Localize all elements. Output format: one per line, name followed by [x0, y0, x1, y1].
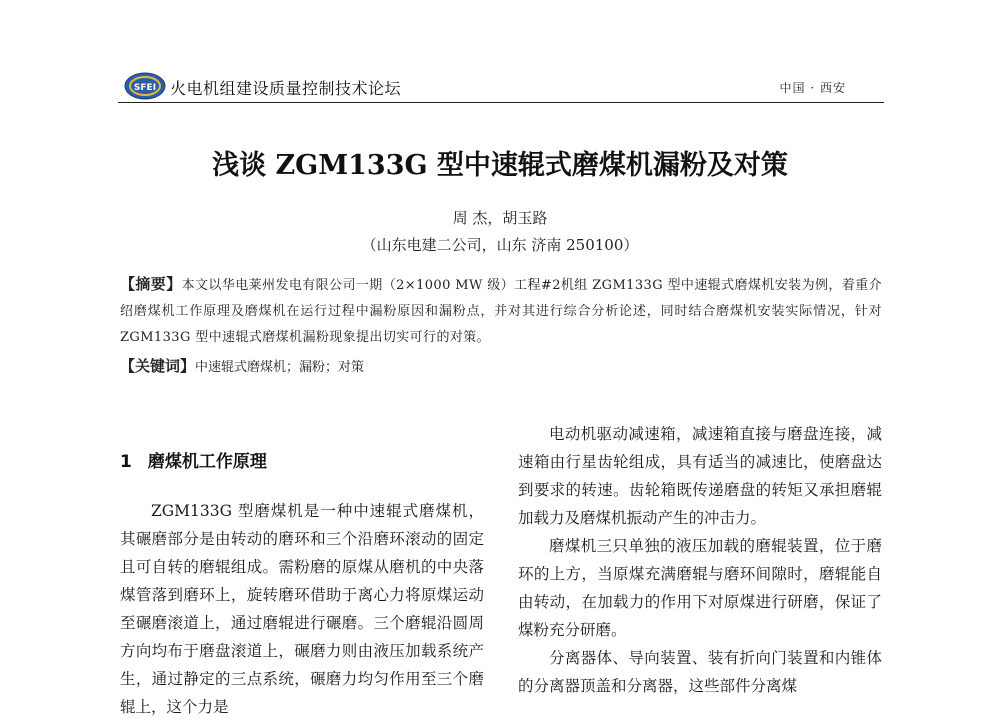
left-column: [120, 497, 484, 721]
conference-location: 中国 · 西安: [779, 81, 846, 95]
keywords-text: 中速辊式磨煤机；漏粉；对策: [195, 360, 365, 375]
abstract: [120, 271, 882, 351]
body-paragraph: 分离器体、导向装置、装有折向门装置和内锥体的分离器顶盖和分离器，这些部件分离煤: [518, 649, 882, 695]
keywords-label: 【关键词】: [120, 357, 196, 375]
section-title: 磨煤机工作原理: [147, 452, 267, 472]
abstract-text: 本文以华电莱州发电有限公司一期（2×1000 MW 级）工程#2机组 ZGM133G 型中速辊式磨煤机安装为例，着重介绍磨煤机工作原理及磨煤机在运行过程中漏粉原因和漏粉点，并对其进行综合分析论述，同时结合磨煤机安装实际情况，针对 ZGM133G 型中速辊式磨煤机漏粉现象提出切实可行的对策。: [120, 278, 882, 345]
conference-title: 火电机组建设质量控制技术论坛: [170, 79, 402, 98]
page-header: [118, 68, 884, 103]
svg-text:SFEI: SFEI: [133, 83, 157, 93]
paper-title: 浅谈 ZGM133G 型中速辊式磨煤机漏粉及对策: [212, 150, 788, 181]
conference-logo-icon: [124, 72, 166, 100]
keywords: [120, 353, 882, 381]
section-number: 1: [120, 452, 132, 472]
body-paragraph: 电动机驱动减速箱，减速箱直接与磨盘连接，减速箱由行星齿轮组成，具有适当的减速比，使磨盘达到要求的转速。齿轮箱既传递磨盘的转矩又承担磨辊加载力及磨煤机振动产生的冲击力。: [518, 425, 882, 527]
paper-affiliation: （山东电建二公司，山东 济南 250100）: [361, 236, 639, 254]
abstract-label: 【摘要】: [120, 275, 182, 293]
body-paragraph: 磨煤机三只单独的液压加载的磨辊装置，位于磨环的上方，当原煤充满磨辊与磨环间隙时，磨辊能自由转动，在加载力的作用下对原煤进行研磨，保证了煤粉充分研磨。: [518, 537, 882, 639]
right-column: [518, 420, 882, 700]
body-paragraph: ZGM133G 型磨煤机是一种中速辊式磨煤机，其碾磨部分是由转动的磨环和三个沿磨环滚动的固定且可自转的磨辊组成。需粉磨的原煤从磨机的中央落煤管落到磨环上，旋转磨环借助于离心力将原煤运动至碾磨滚道上，通过磨辊进行碾磨。三个磨辊沿圆周方向均布于磨盘滚道上，碾磨力则由液压加载系统产生，通过静定的三点系统，碾磨力均匀作用至三个磨辊上，这个力是: [120, 502, 484, 716]
paper-authors: 周 杰，胡玉路: [452, 209, 548, 227]
section-heading: [120, 447, 267, 472]
